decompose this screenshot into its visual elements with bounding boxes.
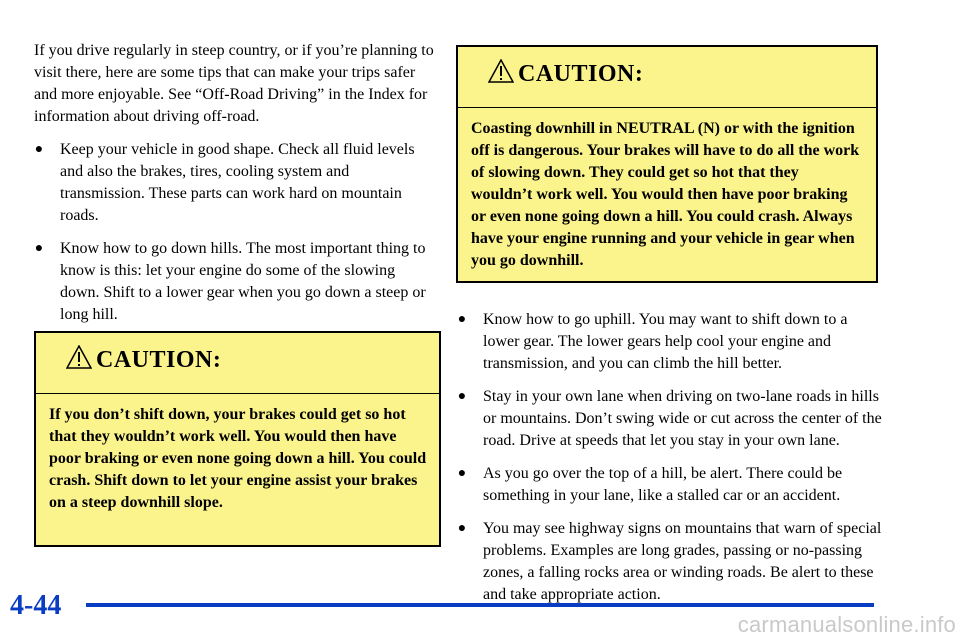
bullet-icon: ● (34, 142, 44, 157)
left-bullet-list (34, 139, 438, 326)
bullet-icon: ● (457, 389, 467, 404)
bullet-icon: ● (457, 466, 467, 481)
caution-text: Coasting downhill in NEUTRAL (N) or with the ignition off is dangerous. Your brakes will have to do all the work of slowing down. They could get so hot that they wouldn’t work well. You would then have poor braking or even none going down a hill. You could crash. Always have your engine running and your vehicle in gear when you go downhill. (471, 120, 860, 269)
bullet-text: As you go over the top of a hill, be alert. There could be something in your lane, like a stalled car or an accident. (483, 465, 843, 504)
caution-header (36, 333, 439, 394)
caution-title: CAUTION: (96, 347, 222, 373)
bullet-icon: ● (34, 241, 44, 256)
bullet-icon: ● (457, 521, 467, 536)
bullet-icon: ● (457, 312, 467, 327)
list-item (457, 309, 887, 375)
caution-box-right (456, 45, 878, 283)
caution-title: CAUTION: (518, 61, 644, 87)
right-bullet-list (457, 309, 887, 606)
intro-paragraph: If you drive regularly in steep country, or if you’re planning to visit there, here are some tips that can make your trips safer and more enjoyable. See “Off-Road Driving” in the Index for information about driving off-road. (34, 42, 434, 125)
caution-text: If you don’t shift down, your brakes could get so hot that they wouldn’t work well. You would then have poor braking or even none going down a hill. You could crash. Shift down to let your engine assist your brakes on a steep downhill slope. (49, 406, 427, 511)
warning-triangle-icon (488, 59, 514, 83)
caution-header (458, 47, 876, 108)
left-column (34, 40, 438, 326)
bullet-text: Stay in your own lane when driving on two-lane roads in hills or mountains. Don’t swing wide or cut across the center of the road. Drive at speeds that let you stay in your own lane. (483, 388, 882, 449)
bullet-text: Know how to go down hills. The most important thing to know is this: let your engine do some of the slowing down. Shift to a lower gear when you go down a steep or long hill. (60, 240, 426, 323)
bullet-text: You may see highway signs on mountains that warn of special problems. Examples are long grades, passing or no-passing zones, a falling rocks area or winding roads. Be alert to these and take appropriate action. (483, 520, 882, 603)
list-item (457, 386, 887, 452)
warning-triangle-icon (66, 345, 92, 369)
list-item (457, 463, 887, 507)
bullet-text: Keep your vehicle in good shape. Check all fluid levels and also the brakes, tires, cooling system and transmission. These parts can work hard on mountain roads. (60, 141, 415, 224)
bullet-text: Know how to go uphill. You may want to shift down to a lower gear. The lower gears help cool your engine and transmission, and you can climb the hill better. (483, 311, 848, 372)
list-item (34, 139, 438, 227)
list-item (34, 238, 438, 326)
caution-box-left (34, 331, 441, 547)
watermark: carmanualsonline.info (737, 612, 956, 637)
page-number: 4-44 (10, 590, 62, 621)
list-item (457, 518, 887, 606)
footer-rule (86, 603, 874, 607)
right-bullet-column (457, 298, 887, 606)
